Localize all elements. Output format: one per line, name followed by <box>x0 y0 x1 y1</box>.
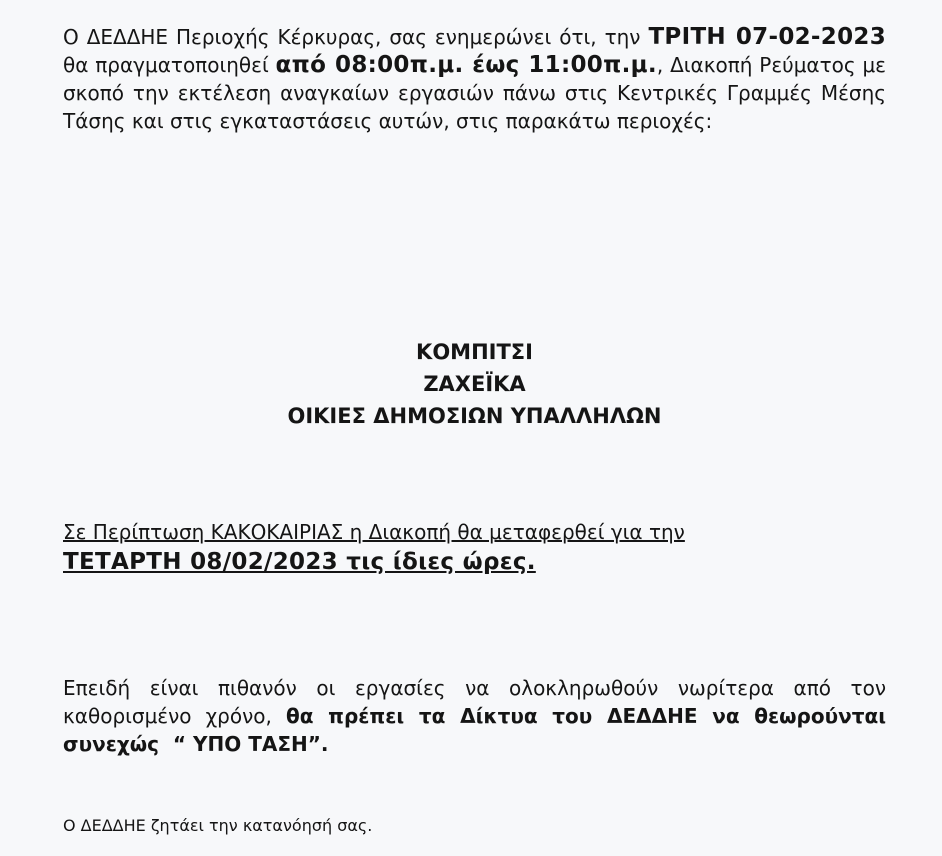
bad-weather-notice <box>63 517 886 577</box>
intro-text-middle: θα πραγματοποιηθεί <box>63 53 276 77</box>
closing-line: Ο ΔΕΔΔΗΕ ζητάει την κατανόησή σας. <box>63 816 373 835</box>
live-network-warning: θα πρέπει τα Δίκτυα του ΔΕΔΔΗΕ να θεωρούνται συνεχώς “ ΥΠΟ ΤΑΣΗ”. <box>63 704 887 756</box>
area-item: ΚΟΜΠΙΤΣΙ <box>416 340 533 364</box>
bad-weather-text: Σε Περίπτωση ΚΑΚΟΚΑΙΡΙΑΣ η Διακοπή θα μεταφερθεί για την <box>63 520 685 544</box>
alternative-date: ΤΕΤΑΡΤΗ 08/02/2023 τις ίδιες ώρες. <box>63 549 536 575</box>
outage-date: ΤΡΙΤΗ 07-02-2023 <box>648 24 886 50</box>
intro-text-start: Ο ΔΕΔΔΗΕ Περιοχής Κέρκυρας, σας ενημερώνει ότι, την <box>63 25 649 49</box>
early-completion-text: Επειδή είναι πιθανόν οι εργασίες να ολοκληρωθούν νωρίτερα από τον καθορισμένο χρόνο, <box>63 676 886 728</box>
area-item: ΖΑΧΕΪΚΑ <box>423 372 526 396</box>
intro-paragraph <box>63 23 886 135</box>
early-completion-paragraph <box>63 674 886 758</box>
area-item: ΟΙΚΙΕΣ ΔΗΜΟΣΙΩΝ ΥΠΑΛΛΗΛΩΝ <box>287 404 662 428</box>
affected-areas-list <box>63 336 886 432</box>
intro-text-end: , Διακοπή Ρεύματος με σκοπό την εκτέλεση αναγκαίων εργασιών πάνω στις Κεντρικές Γραμμές Μέσης Τάσης και στις εγκαταστάσεις αυτών, στις παρακάτω περιοχές: <box>63 53 886 133</box>
outage-time: από 08:00π.μ. έως 11:00π.μ. <box>275 52 657 78</box>
